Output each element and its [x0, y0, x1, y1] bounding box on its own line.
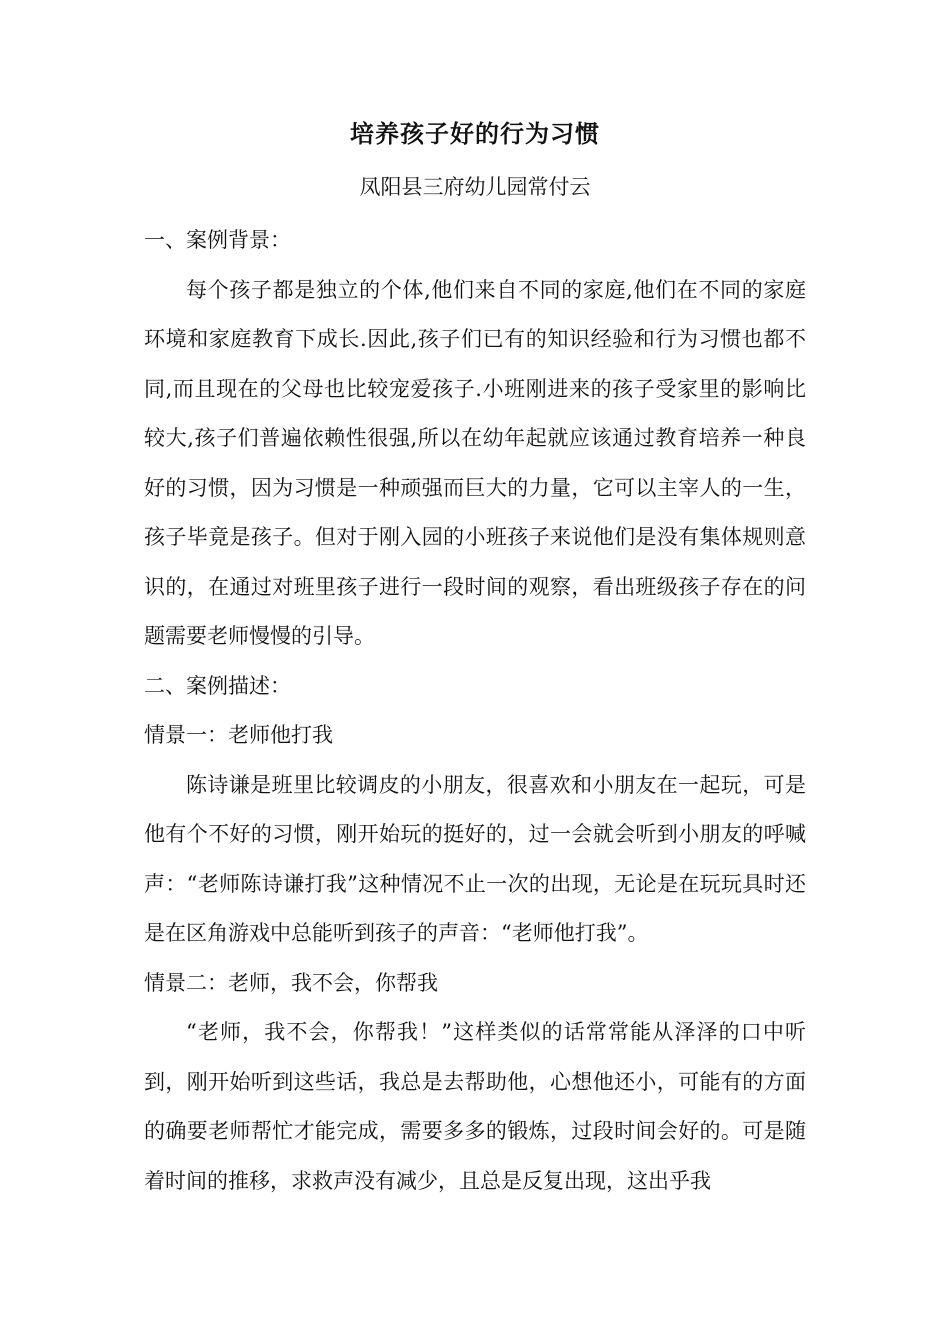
document-body: [144, 216, 806, 1206]
section-heading-background: 一、案例背景：: [144, 228, 291, 252]
section-heading-description: 二、案例描述：: [144, 673, 291, 698]
document-title: 培养孩子好的行为习惯: [350, 120, 600, 148]
scene1-paragraph: 陈诗谦是班里比较调皮的小朋友，很喜欢和小朋友在一起玩，可是他有个不好的习惯，刚开始玩的挺好的，过一会就会听到小朋友的呼喊声：“老师陈诗谦打我”这种情况不止一次的出现，无论是在玩玩具时还是在区角游戏中总能听到孩子的声音：“老师他打我”。: [144, 772, 806, 945]
scene1-heading: 情景一：老师他打我: [144, 723, 333, 747]
scene2-heading: 情景二：老师，我不会，你帮我: [144, 970, 438, 995]
author-line: 凤阳县三府幼儿园常付云: [359, 175, 591, 199]
background-paragraph: 每个孩子都是独立的个体,他们来自不同的家庭,他们在不同的家庭环境和家庭教育下成长.因此,孩子们已有的知识经验和行为习惯也都不同,而且现在的父母也比较宠爱孩子.小班刚进来的孩子受家里的影响比较大,孩子们普遍依赖性很强,所以在幼年起就应该通过教育培养一种良好的习惯，因为习惯是一种顽强而巨大的力量，它可以主宰人的一生，孩子毕竟是孩子。但对于刚入园的小班孩子来说他们是没有集体规则意识的，在通过对班里孩子进行一段时间的观察，看出班级孩子存在的问题需要老师慢慢的引导。: [144, 277, 806, 648]
scene2-paragraph: “老师，我不会，你帮我！”这样类似的话常常能从泽泽的口中听到，刚开始听到这些话，我总是去帮助他，心想他还小，可能有的方面的确要老师帮忙才能完成，需要多多的锻炼，过段时间会好的。可是随着时间的推移，求救声没有减少，且总是反复出现，这出乎我: [144, 1020, 806, 1193]
